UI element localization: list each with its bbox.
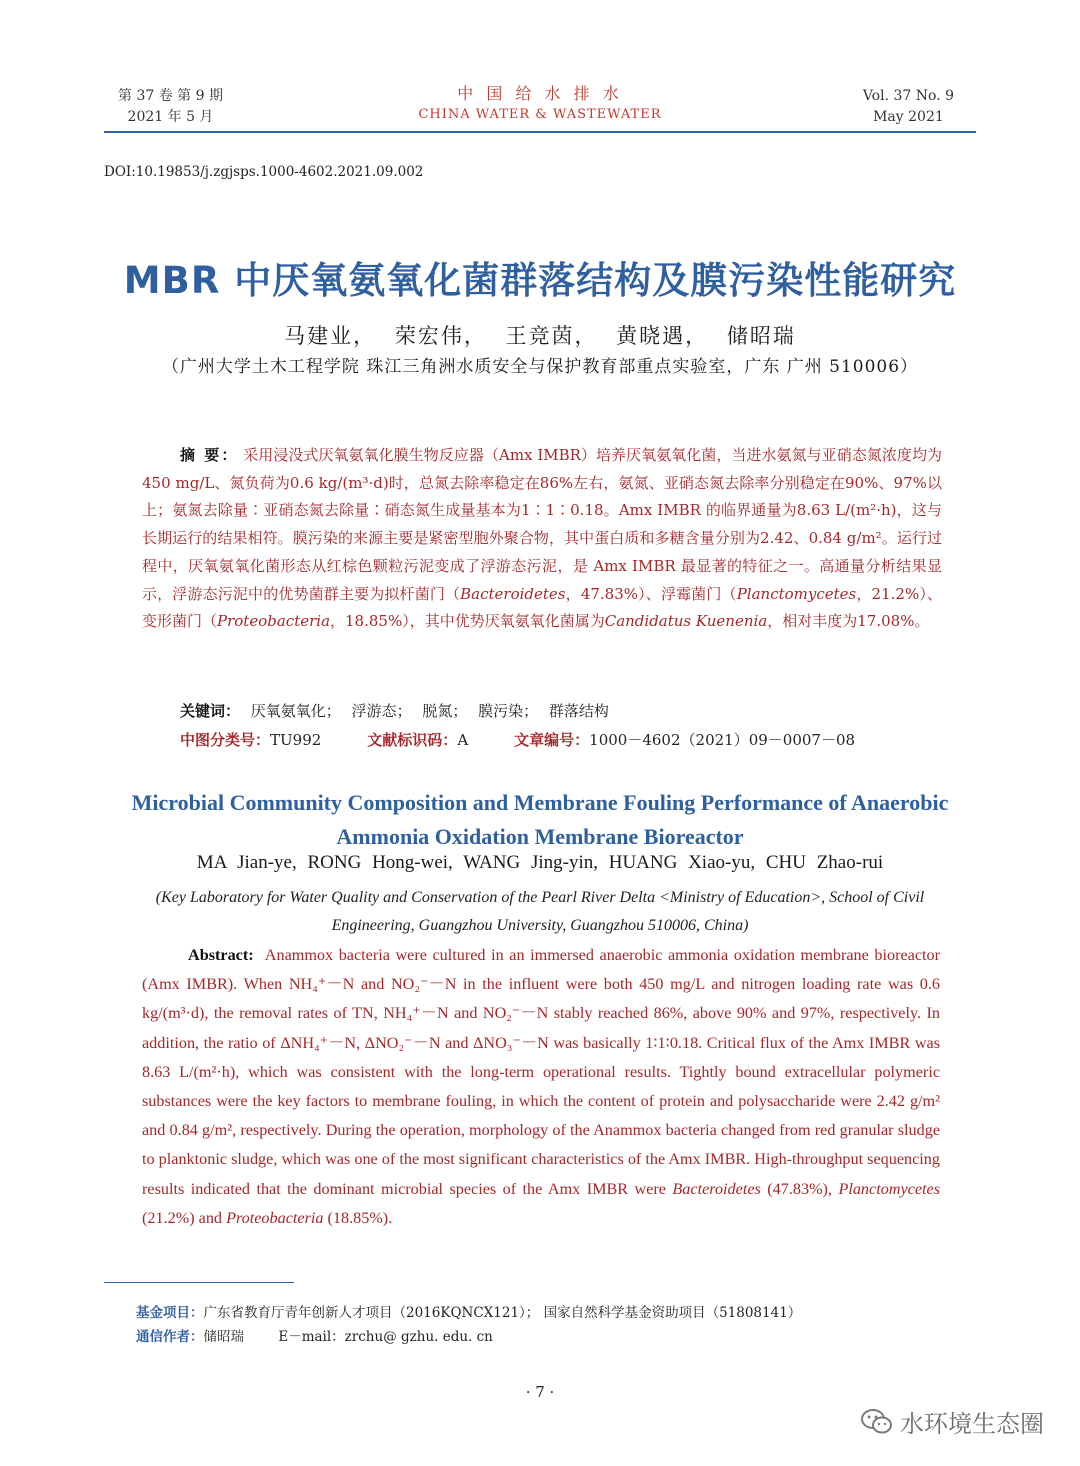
fund-label: 基金项目： bbox=[136, 1305, 204, 1321]
journal-name-cn: 中 国 给 水 排 水 bbox=[457, 84, 623, 103]
article-number-value: 1000－4602（2021）09－0007－08 bbox=[589, 731, 856, 749]
title-en: Microbial Community Composition and Membrane Fouling Performance of Anaerobic Ammonia Oxidation Membrane Bioreactor bbox=[131, 790, 949, 849]
clc-label: 中图分类号： bbox=[180, 731, 271, 749]
clc-item bbox=[180, 731, 321, 749]
species-proteobacteria-en: Proteobacteria bbox=[226, 1208, 324, 1227]
abstract-en bbox=[142, 941, 940, 1233]
abstract-cn-label: 摘 要： bbox=[180, 446, 239, 464]
article-number-item bbox=[514, 731, 855, 749]
affiliation-en: (Key Laboratory for Water Quality and Conservation of the Pearl River Delta <Ministry of Education>, School of Civil Engineering, Guangzhou University, Guangzhou 510006, China) bbox=[155, 889, 925, 934]
species-bacteroidetes-en: Bacteroidetes bbox=[672, 1179, 761, 1198]
footnote-corresponding bbox=[136, 1325, 493, 1345]
abstract-en-text-1: Anammox bacteria were cultured in an immersed anaerobic ammonia oxidation membrane bioreactor (Amx IMBR). When NH₄⁺－N and NO₂⁻－N in the influent were both 450 mg/L and nitrogen loading rate was 0.6 kg/(m³·d), the removal rates of TN, NH₄⁺－N and NO₂⁻－N stably reached 86%, above 90% and 97%, respectively. In addition, the ratio of ΔNH₄⁺－N, ΔNO₂⁻－N and ΔNO₃⁻－N was basically 1∶1∶0.18. Critical flux of the Amx IMBR was 8.63 L/(m²·h), which was consistent with the long-term operational results. Tightly bound extracellular polymeric substances were the key factors to membrane fouling, in which the content of protein and polysaccharide were 2.42 g/m² and 0.84 g/m², respectively. During the operation, morphology of the Anammox bacteria changed from red granular sludge to planktonic sludge, which was one of the most significant characteristics of the Amx IMBR. High-throughput sequencing results indicated that the dominant microbial species of the Amx IMBR were bbox=[142, 946, 940, 1198]
abstract-en-text-4: (18.85%). bbox=[323, 1208, 393, 1227]
abstract-cn-text-3: ，21.2%）、变形菌门（ bbox=[142, 584, 942, 631]
date-en: May 2021 bbox=[873, 109, 944, 125]
fund-text: 广东省教育厅青年创新人才项目（2016KQNCX121）； 国家自然科学基金资助项目（51808141） bbox=[203, 1305, 802, 1321]
footnote-fund bbox=[136, 1301, 801, 1321]
classification bbox=[180, 729, 855, 750]
abstract-en-text-2: (47.83%), bbox=[760, 1179, 839, 1198]
wechat-icon bbox=[860, 1408, 894, 1436]
abstract-en-text-3: (21.2%) and bbox=[142, 1208, 227, 1227]
corresponding-label: 通信作者： bbox=[136, 1329, 204, 1345]
authors-cn: 马建业， 荣宏伟， 王竞茵， 黄晓遇， 储昭瑞 bbox=[284, 324, 796, 348]
abstract-cn-text-4: ，18.85%），其中优势厌氧氨氧化菌属为 bbox=[330, 612, 605, 631]
species-bacteroidetes-cn: Bacteroidetes bbox=[460, 584, 566, 603]
article-number-label: 文章编号： bbox=[514, 731, 590, 749]
clc-value: TU992 bbox=[270, 731, 322, 749]
authors-en: MA Jian-ye, RONG Hong-wei, WANG Jing-yin, HUANG Xiao-yu, CHU Zhao-rui bbox=[196, 852, 884, 873]
watermark bbox=[860, 1404, 1044, 1439]
keywords-text: 厌氧氨氧化； 浮游态； 脱氮； 膜污染； 群落结构 bbox=[250, 702, 609, 720]
doi: DOI:10.19853/j.zgjsps.1000-4602.2021.09.002 bbox=[104, 164, 424, 180]
doc-code-item bbox=[367, 731, 468, 749]
abstract-cn-text-2: ，47.83%）、浮霉菌门（ bbox=[565, 584, 737, 603]
title-cn: MBR 中厌氧氨氧化菌群落结构及膜污染性能研究 bbox=[123, 259, 957, 302]
corresponding-name: 储昭瑞 bbox=[203, 1329, 244, 1345]
keywords bbox=[180, 700, 609, 721]
abstract-en-label: Abstract: bbox=[188, 946, 254, 964]
doc-code-label: 文献标识码： bbox=[367, 731, 458, 749]
page-number: · 7 · bbox=[525, 1383, 555, 1401]
abstract-cn-text-5: ，相对丰度为17.08%。 bbox=[767, 612, 930, 631]
volume-en: Vol. 37 No. 9 bbox=[862, 88, 954, 104]
corresponding-email: E－mail：zrchu@ gzhu. edu. cn bbox=[278, 1329, 493, 1345]
doc-code-value: A bbox=[457, 731, 469, 749]
affiliation-cn: （广州大学土木工程学院 珠江三角洲水质安全与保护教育部重点实验室，广东 广州 510006） bbox=[161, 357, 919, 377]
species-planctomycetes-cn: Planctomycetes bbox=[736, 584, 857, 603]
watermark-text: 水环境生态圈 bbox=[900, 1410, 1044, 1438]
footnote-rule bbox=[104, 1282, 294, 1283]
header-rule bbox=[104, 131, 976, 133]
header-right bbox=[863, 86, 954, 128]
species-planctomycetes-en: Planctomycetes bbox=[838, 1179, 941, 1198]
abstract-cn bbox=[142, 442, 942, 636]
species-kuenenia-cn: Candidatus Kuenenia bbox=[604, 612, 768, 631]
species-proteobacteria-cn: Proteobacteria bbox=[217, 612, 331, 631]
abstract-cn-text-1: 采用浸没式厌氧氨氧化膜生物反应器（Amx IMBR）培养厌氧氨氧化菌，当进水氨氮与亚硝态氮浓度均为450 mg/L、氮负荷为0.6 kg/(m³·d)时，总氮去除率稳定在86%左右，氨氮、亚硝态氮去除率分别稳定在90%、97%以上；氨氮去除量∶亚硝态氮去除量∶硝态氮生成量基本为1∶1∶0.18。Amx IMBR 的临界通量为8.63 L/(m²·h)，这与长期运行的结果相符。膜污染的来源主要是紧密型胞外聚合物，其中蛋白质和多糖含量分别为2.42、0.84 g/m²。运行过程中，厌氧氨氧化菌形态从红棕色颗粒污泥变成了浮游态污泥，是 Amx IMBR 最显著的特征之一。高通量分析结果显示，浮游态污泥中的优势菌群主要为拟杆菌门（ bbox=[142, 446, 942, 603]
journal-name-en: CHINA WATER & WASTEWATER bbox=[418, 107, 662, 122]
volume-cn: 第 37 卷 第 9 期 bbox=[118, 88, 223, 104]
date-cn: 2021 年 5 月 bbox=[127, 109, 214, 125]
keywords-label: 关键词： bbox=[180, 702, 241, 720]
